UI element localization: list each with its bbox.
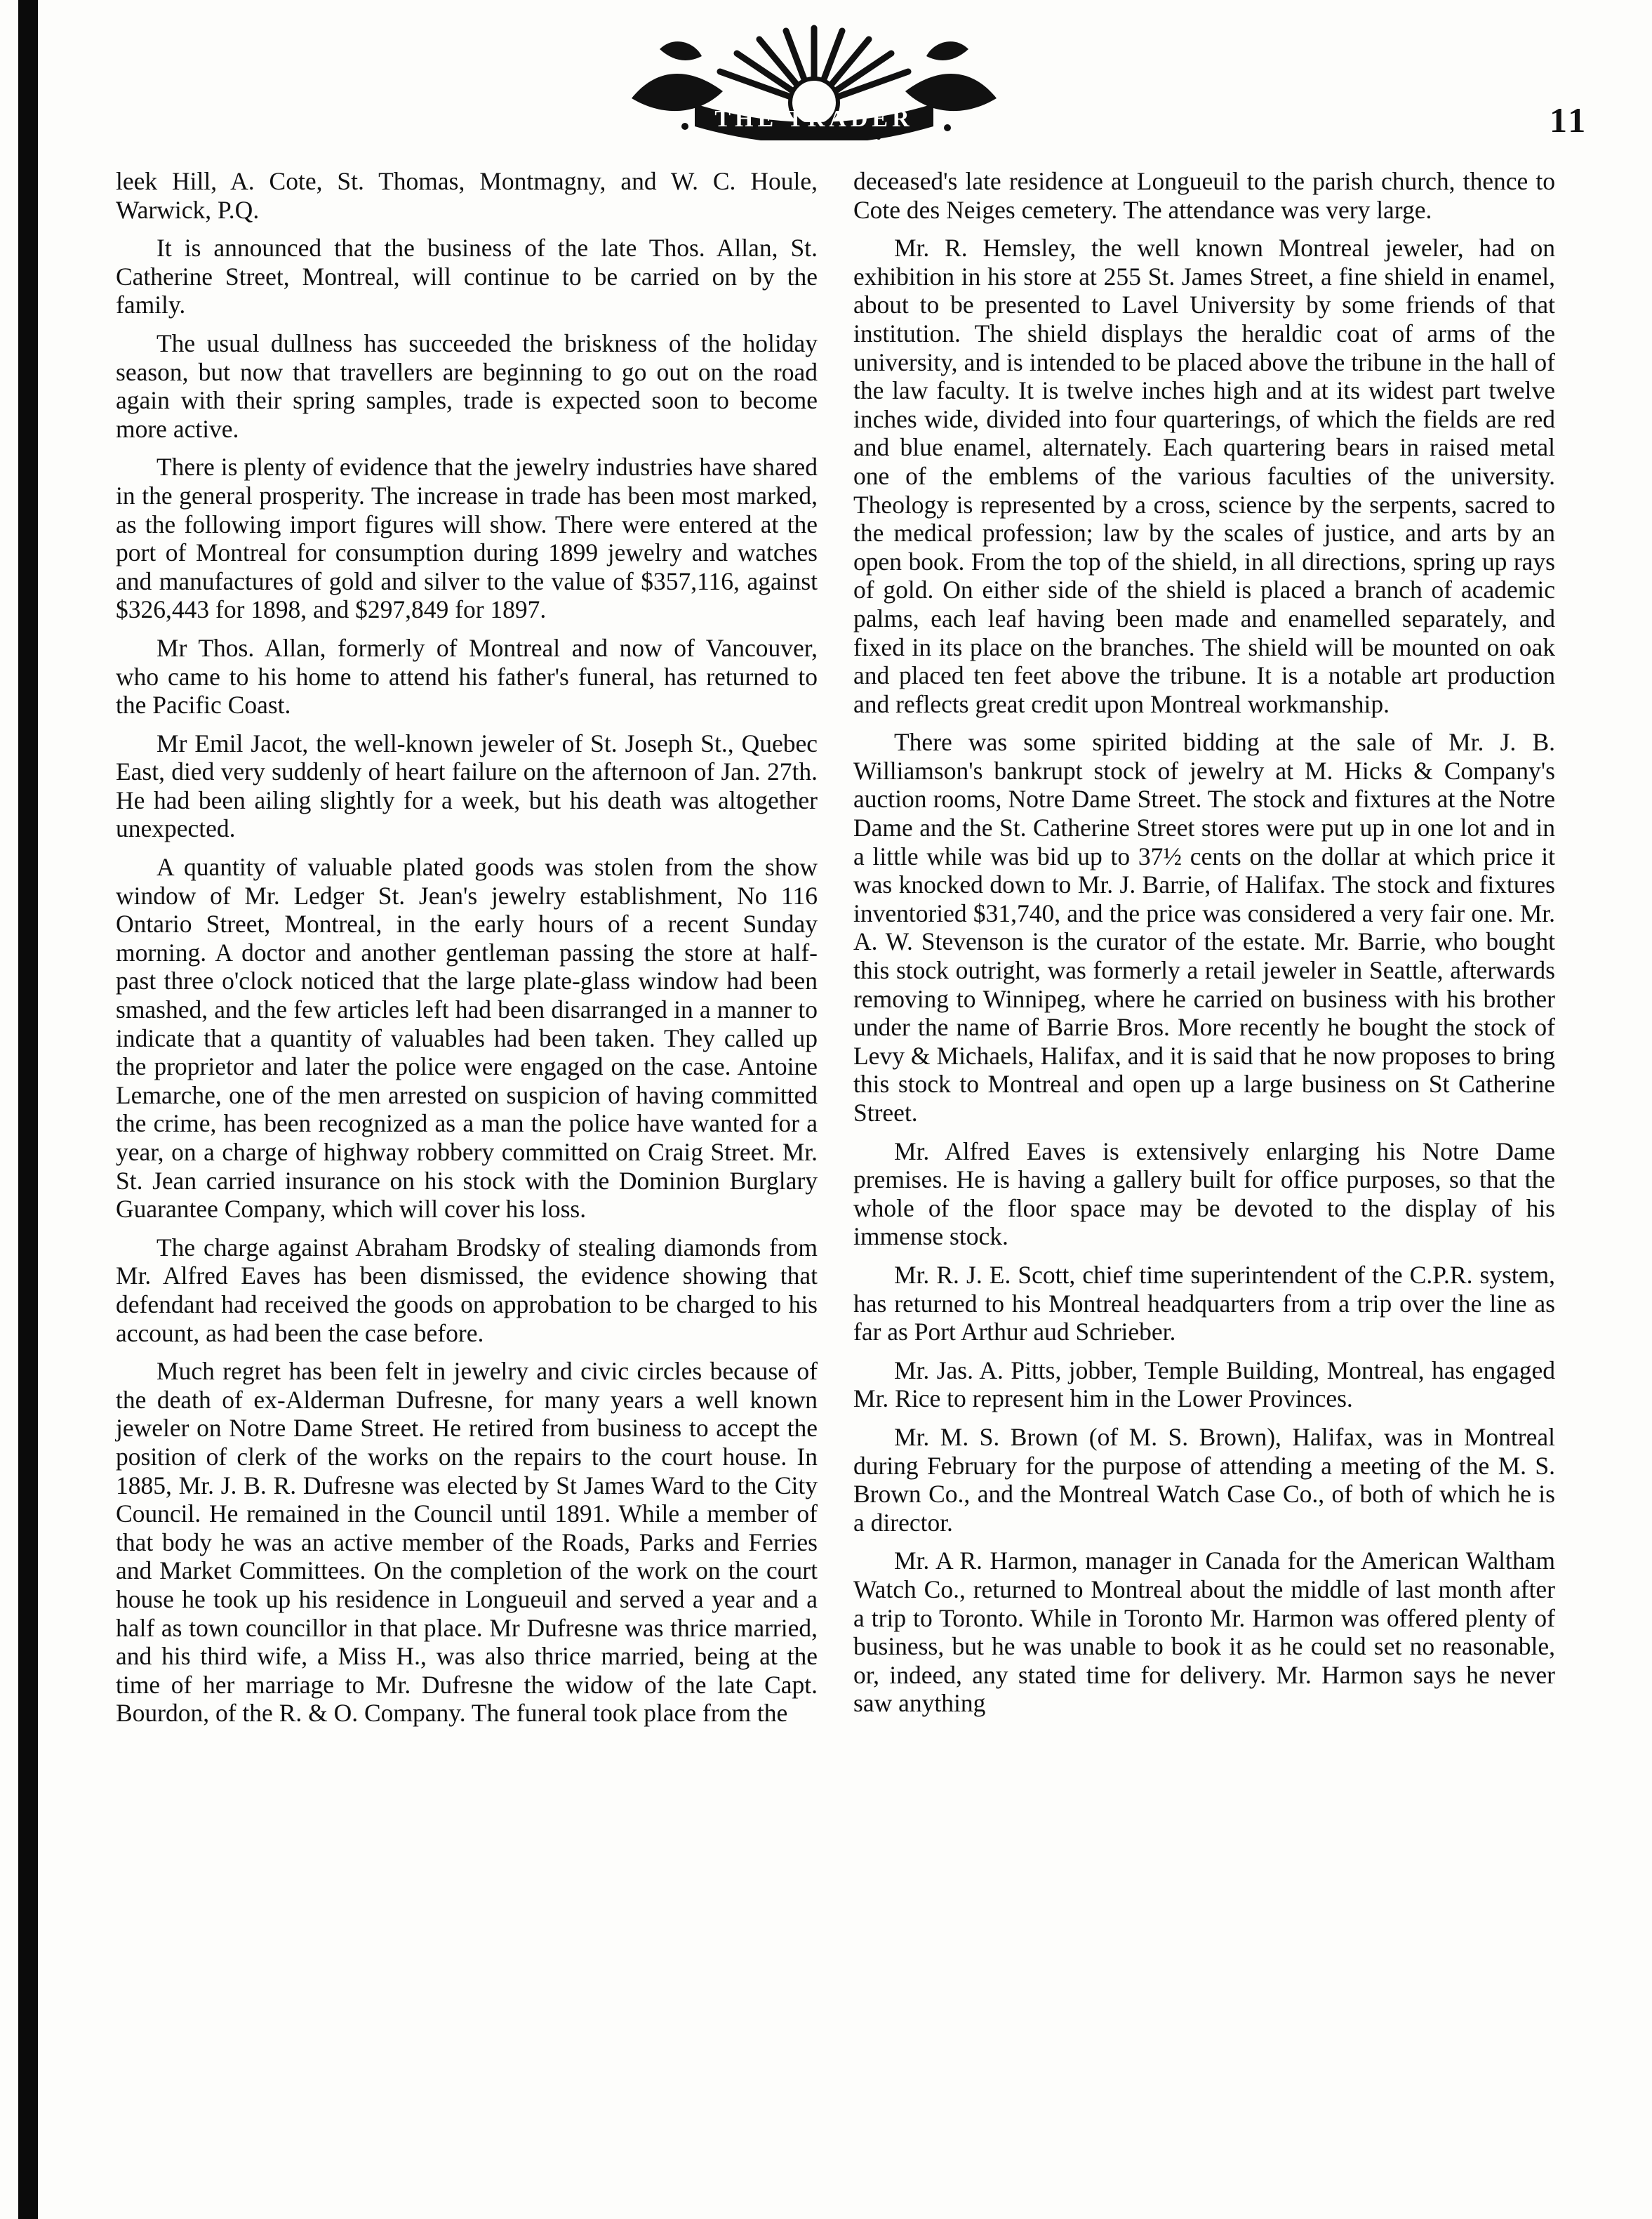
paragraph: Much regret has been felt in jewelry and civic circles because of the death of ex-Alderman Dufresne, for many years a well known jeweler on Notre Dame Street. He retired from business to accept the position of clerk of the works on the repairs to the court house. In 1885, Mr. J. B. R. Dufresne was elected by St James Ward to the City Council. He remained in the Council until 1891. While a member of that body he was an active member of the Roads, Parks and Ferries and Market Committees. On the completion of the work on the court house he took up his residence in Longueuil and served a year and a half as town councillor in that place. Mr Dufresne was thrice married, and his third wife, a Miss H., was also thrice married, being at the time of her marriage to Mr. Dufresne the widow of the late Capt. Bourdon, of the R. & O. Company. The funeral took place from the [116,1357,818,1728]
right-column [853,167,1555,1728]
paragraph: The charge against Abraham Brodsky of stealing diamonds from Mr. Alfred Eaves has been dismissed, the evidence showing that defendant had received the goods on approbation to be charged to his account, as had been the case before. [116,1233,818,1347]
page-number: 11 [1550,100,1589,140]
paragraph: leek Hill, A. Cote, St. Thomas, Montmagny, and W. C. Houle, Warwick, P.Q. [116,167,818,224]
paragraph: Mr. A R. Harmon, manager in Canada for the American Waltham Watch Co., returned to Montreal about the middle of last month after a trip to Toronto. While in Toronto Mr. Harmon was offered plenty of business, but he was unable to book it as he could set no reasonable, or, indeed, any stated time for delivery. Mr. Harmon says he never saw anything [853,1546,1555,1718]
paragraph: Mr. M. S. Brown (of M. S. Brown), Halifax, was in Montreal during February for the purpose of attending a meeting of the M. S. Brown Co., and the Montreal Watch Case Co., of both of which he is a director. [853,1422,1555,1537]
masthead-sunburst-icon [618,21,1011,140]
paragraph: Mr. Jas. A. Pitts, jobber, Temple Building, Montreal, has engaged Mr. Rice to represent him in the Lower Provinces. [853,1356,1555,1413]
paragraph: It is announced that the business of the late Thos. Allan, St. Catherine Street, Montreal, will continue to be carried on by the family. [116,234,818,319]
page-edge-bar [18,0,38,2219]
masthead-logo [618,21,1011,140]
paragraph: There is plenty of evidence that the jewelry industries have shared in the general prosperity. The increase in trade has been most marked, as the following import figures will show. There were entered at the port of Montreal for consumption during 1899 jewelry and watches and manufactures of gold and silver to the value of $357,116, against $326,443 for 1898, and $297,849 for 1897. [116,453,818,624]
paragraph: The usual dullness has succeeded the briskness of the holiday season, but now that travellers are beginning to go out on the road again with their spring samples, trade is expected soon to become more active. [116,329,818,443]
paragraph: Mr. Alfred Eaves is extensively enlarging his Notre Dame premises. He is having a gallery built for office purposes, so that the whole of the floor space may be devoted to the display of his immense stock. [853,1137,1555,1251]
paragraph: A quantity of valuable plated goods was stolen from the show window of Mr. Ledger St. Jean's jewelry establishment, No 116 Ontario Street, Montreal, in the early hours of a recent Sunday morning. A doctor and another gentleman passing the store at half-past three o'clock noticed that the large plate-glass window had been smashed, and the few articles left had been disarranged in a manner to indicate that a quantity of valuables had been taken. They called up the proprietor and later the police were engaged on the case. Antoine Lemarche, one of the men arrested on suspicion of having committed the crime, has been recognized as a man the police have wanted for a year, on a charge of highway robbery committed on Craig Street. Mr. St. Jean carried insurance on his stock with the Dominion Burglary Guarantee Company, which will cover his loss. [116,853,818,1224]
paragraph: Mr Emil Jacot, the well-known jeweler of St. Joseph St., Quebec East, died very suddenly of heart failure on the afternoon of Jan. 27th. He had been ailing slightly for a week, but his death was altogether unexpected. [116,729,818,843]
paragraph: deceased's late residence at Longueuil to the parish church, thence to Cote des Neiges cemetery. The attendance was very large. [853,167,1555,224]
masthead-title: THE TRADER [714,106,914,132]
paragraph: Mr. R. Hemsley, the well known Montreal jeweler, had on exhibition in his store at 255 St. James Street, a fine shield in enamel, about to be presented to Lavel University by some friends of that institution. The shield displays the heraldic coat of arms of the university, and is intended to be placed above the tribune in the hall of the law faculty. It is twelve inches high and at its widest part twelve inches wide, divided into four quarterings, of which the fields are red and blue enamel, alternately. Each quartering bears in raised metal one of the emblems of the various faculties of the university. Theology is represented by a cross, science by the serpents, sacred to the medical profession; law by the scales of justice, and arts by an open book. From the top of the shield, in all directions, spring up rays of gold. On either side of the shield is placed a branch of academic palms, each leaf having been made and enamelled separately, and fixed in its place on the branches. The shield will be mounted on oak and placed ten feet above the tribune. It is a notable art production and reflects great credit upon Montreal workmanship. [853,234,1555,718]
paragraph: There was some spirited bidding at the sale of Mr. J. B. Williamson's bankrupt stock of jewelry at M. Hicks & Company's auction rooms, Notre Dame Street. The stock and fixtures at the Notre Dame and the St. Catherine Street stores were put up in one lot and in a little while was bid up to 37½ cents on the dollar at which price it was knocked down to Mr. J. Barrie, of Halifax. The stock and fixtures inventoried $31,740, and the price was considered a very fair one. Mr. A. W. Stevenson is the curator of the estate. Mr. Barrie, who bought this stock outright, was formerly a retail jeweler in Seattle, afterwards removing to Winnipeg, where he carried on business with his brother under the name of Barrie Bros. More recently he bought the stock of Levy & Michaels, Halifax, and it is said that he now proposes to bring this stock to Montreal and open up a large business on St Catherine Street. [853,728,1555,1127]
left-column [116,167,818,1737]
paragraph: Mr. R. J. E. Scott, chief time superintendent of the C.P.R. system, has returned to his Montreal headquarters from a trip over the line as far as Port Arthur aud Schrieber. [853,1260,1555,1346]
paragraph: Mr Thos. Allan, formerly of Montreal and now of Vancouver, who came to his home to attend his father's funeral, has returned to the Pacific Coast. [116,633,818,720]
